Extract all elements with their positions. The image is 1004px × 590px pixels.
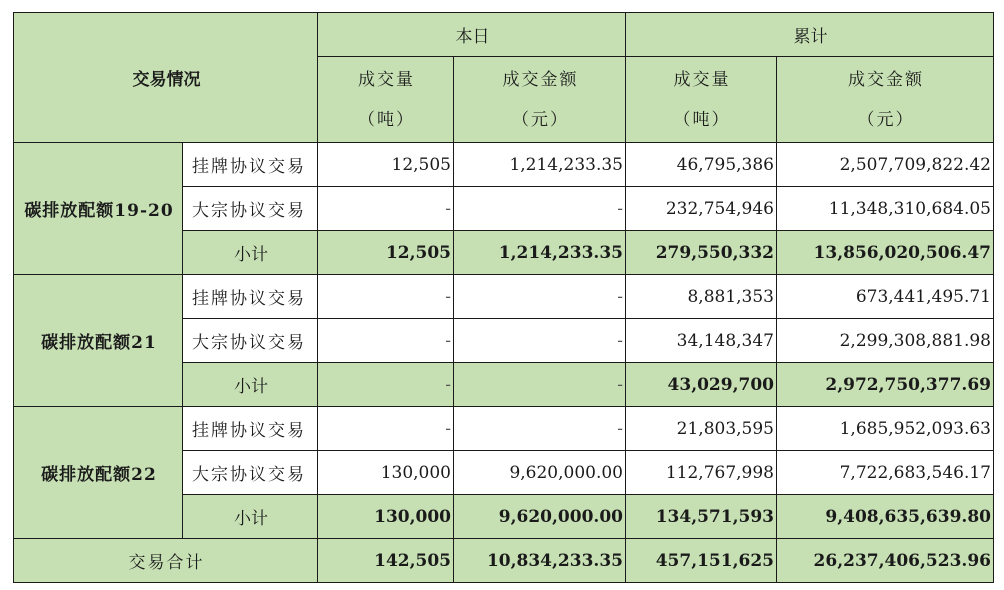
amount-label: 成交金额 — [502, 69, 579, 90]
table-row — [14, 275, 994, 319]
cum-amount: 9,408,635,639.80 — [777, 495, 994, 539]
cum-volume: 134,571,593 — [626, 495, 777, 539]
volume-unit: （吨） — [358, 109, 415, 130]
volume-label: 成交量 — [673, 69, 731, 90]
subtotal-label: 小计 — [183, 495, 318, 539]
header-today-volume — [318, 57, 454, 143]
table-row — [14, 143, 994, 187]
today-amount: - — [454, 363, 626, 407]
trade-type: 挂牌协议交易 — [183, 143, 318, 187]
total-row — [14, 539, 994, 583]
amount-unit: （元） — [857, 109, 915, 130]
total-today-volume: 142,505 — [318, 539, 454, 583]
cum-volume: 112,767,998 — [626, 451, 777, 495]
amount-unit: （元） — [512, 109, 569, 130]
group-name: 碳排放配额21 — [14, 275, 183, 407]
today-amount: - — [454, 275, 626, 319]
today-volume: 130,000 — [318, 451, 454, 495]
carbon-trading-table — [13, 12, 994, 583]
today-amount: 9,620,000.00 — [454, 495, 626, 539]
group-name: 碳排放配额19-20 — [14, 143, 183, 275]
total-today-amount: 10,834,233.35 — [454, 539, 626, 583]
total-cum-amount: 26,237,406,523.96 — [777, 539, 994, 583]
volume-label: 成交量 — [358, 69, 415, 90]
group-name: 碳排放配额22 — [14, 407, 183, 539]
today-volume: - — [318, 407, 454, 451]
today-volume: 12,505 — [318, 231, 454, 275]
today-amount: - — [454, 187, 626, 231]
trade-type: 大宗协议交易 — [183, 319, 318, 363]
header-cumulative: 累计 — [626, 13, 994, 57]
amount-label: 成交金额 — [848, 69, 924, 90]
header-cum-volume — [626, 57, 777, 143]
header-cum-amount — [777, 57, 994, 143]
cum-amount: 2,507,709,822.42 — [777, 143, 994, 187]
volume-unit: （吨） — [673, 109, 731, 130]
cum-volume: 34,148,347 — [626, 319, 777, 363]
today-amount: - — [454, 319, 626, 363]
today-volume: - — [318, 319, 454, 363]
today-volume: - — [318, 187, 454, 231]
trade-type: 挂牌协议交易 — [183, 275, 318, 319]
cum-amount: 7,722,683,546.17 — [777, 451, 994, 495]
header-trade-situation: 交易情况 — [14, 13, 318, 143]
header-today-amount — [454, 57, 626, 143]
cum-volume: 43,029,700 — [626, 363, 777, 407]
total-cum-volume: 457,151,625 — [626, 539, 777, 583]
trade-type: 大宗协议交易 — [183, 451, 318, 495]
subtotal-label: 小计 — [183, 363, 318, 407]
cum-volume: 279,550,332 — [626, 231, 777, 275]
today-amount: 9,620,000.00 — [454, 451, 626, 495]
today-amount: 1,214,233.35 — [454, 231, 626, 275]
cum-amount: 13,856,020,506.47 — [777, 231, 994, 275]
today-volume: 12,505 — [318, 143, 454, 187]
cum-volume: 46,795,386 — [626, 143, 777, 187]
cum-volume: 8,881,353 — [626, 275, 777, 319]
today-volume: - — [318, 275, 454, 319]
today-volume: 130,000 — [318, 495, 454, 539]
subtotal-label: 小计 — [183, 231, 318, 275]
trade-type: 挂牌协议交易 — [183, 407, 318, 451]
today-amount: 1,214,233.35 — [454, 143, 626, 187]
total-label: 交易合计 — [14, 539, 318, 583]
cum-volume: 232,754,946 — [626, 187, 777, 231]
cum-volume: 21,803,595 — [626, 407, 777, 451]
header-today: 本日 — [318, 13, 626, 57]
cum-amount: 1,685,952,093.63 — [777, 407, 994, 451]
today-volume: - — [318, 363, 454, 407]
cum-amount: 2,972,750,377.69 — [777, 363, 994, 407]
today-amount: - — [454, 407, 626, 451]
cum-amount: 11,348,310,684.05 — [777, 187, 994, 231]
cum-amount: 673,441,495.71 — [777, 275, 994, 319]
table-row — [14, 407, 994, 451]
trade-type: 大宗协议交易 — [183, 187, 318, 231]
cum-amount: 2,299,308,881.98 — [777, 319, 994, 363]
